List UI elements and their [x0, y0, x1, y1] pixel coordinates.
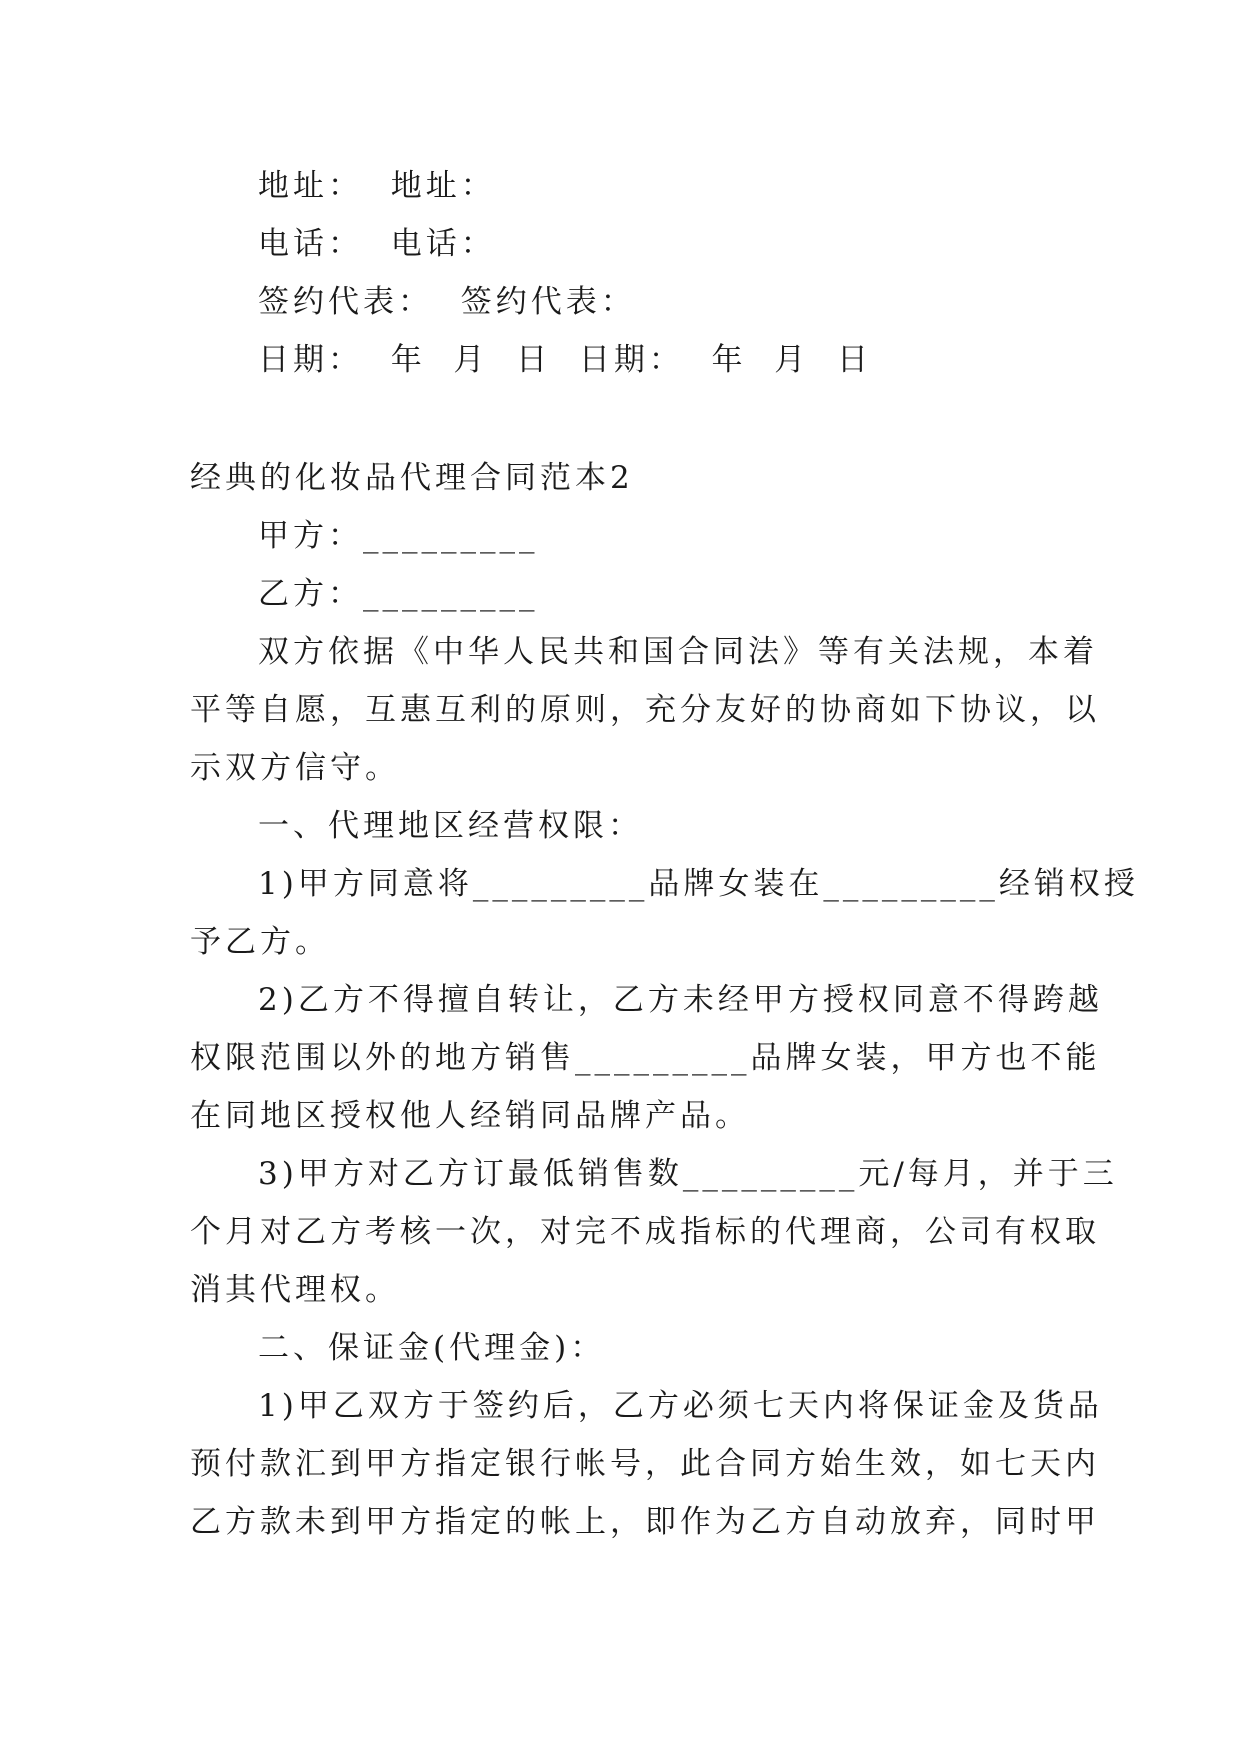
body-line: 1)甲乙双方于签约后，乙方必须七天内将保证金及货品	[258, 1388, 1103, 1424]
body-line: 3)甲方对乙方订最低销售数_________元/每月，并于三	[258, 1156, 1118, 1192]
body-line: 平等自愿，互惠互利的原则，充分友好的协商如下协议，以	[190, 692, 1100, 728]
body-line: 予乙方。	[190, 924, 330, 960]
body-line: 消其代理权。	[190, 1272, 400, 1308]
body-line: 1)甲方同意将_________品牌女装在_________经销权授	[258, 866, 1139, 902]
clause-heading-2: 二、保证金(代理金)：	[258, 1330, 606, 1366]
body-line: 双方依据《中华人民共和国合同法》等有关法规，本着	[258, 634, 1098, 670]
body-line: 示双方信守。	[190, 750, 400, 786]
body-line: 预付款汇到甲方指定银行帐号，此合同方始生效，如七天内	[190, 1446, 1100, 1482]
signature-date: 日期： 年 月 日 日期： 年 月 日	[258, 342, 872, 378]
signature-phone: 电话： 电话：	[258, 226, 496, 262]
clause-heading-1: 一、代理地区经营权限：	[258, 808, 643, 844]
body-line: 乙方款未到甲方指定的帐上，即作为乙方自动放弃，同时甲	[190, 1504, 1100, 1540]
signature-address: 地址： 地址：	[258, 168, 496, 204]
body-line: 2)乙方不得擅自转让，乙方未经甲方授权同意不得跨越	[258, 982, 1103, 1018]
party-b: 乙方：_________	[258, 576, 539, 612]
body-line: 权限范围以外的地方销售_________品牌女装，甲方也不能	[190, 1040, 1101, 1076]
party-a: 甲方：_________	[258, 518, 539, 554]
body-line: 个月对乙方考核一次，对完不成指标的代理商，公司有权取	[190, 1214, 1100, 1250]
section-title: 经典的化妆品代理合同范本2	[190, 460, 634, 496]
body-line: 在同地区授权他人经销同品牌产品。	[190, 1098, 750, 1134]
signature-representative: 签约代表： 签约代表：	[258, 284, 636, 320]
